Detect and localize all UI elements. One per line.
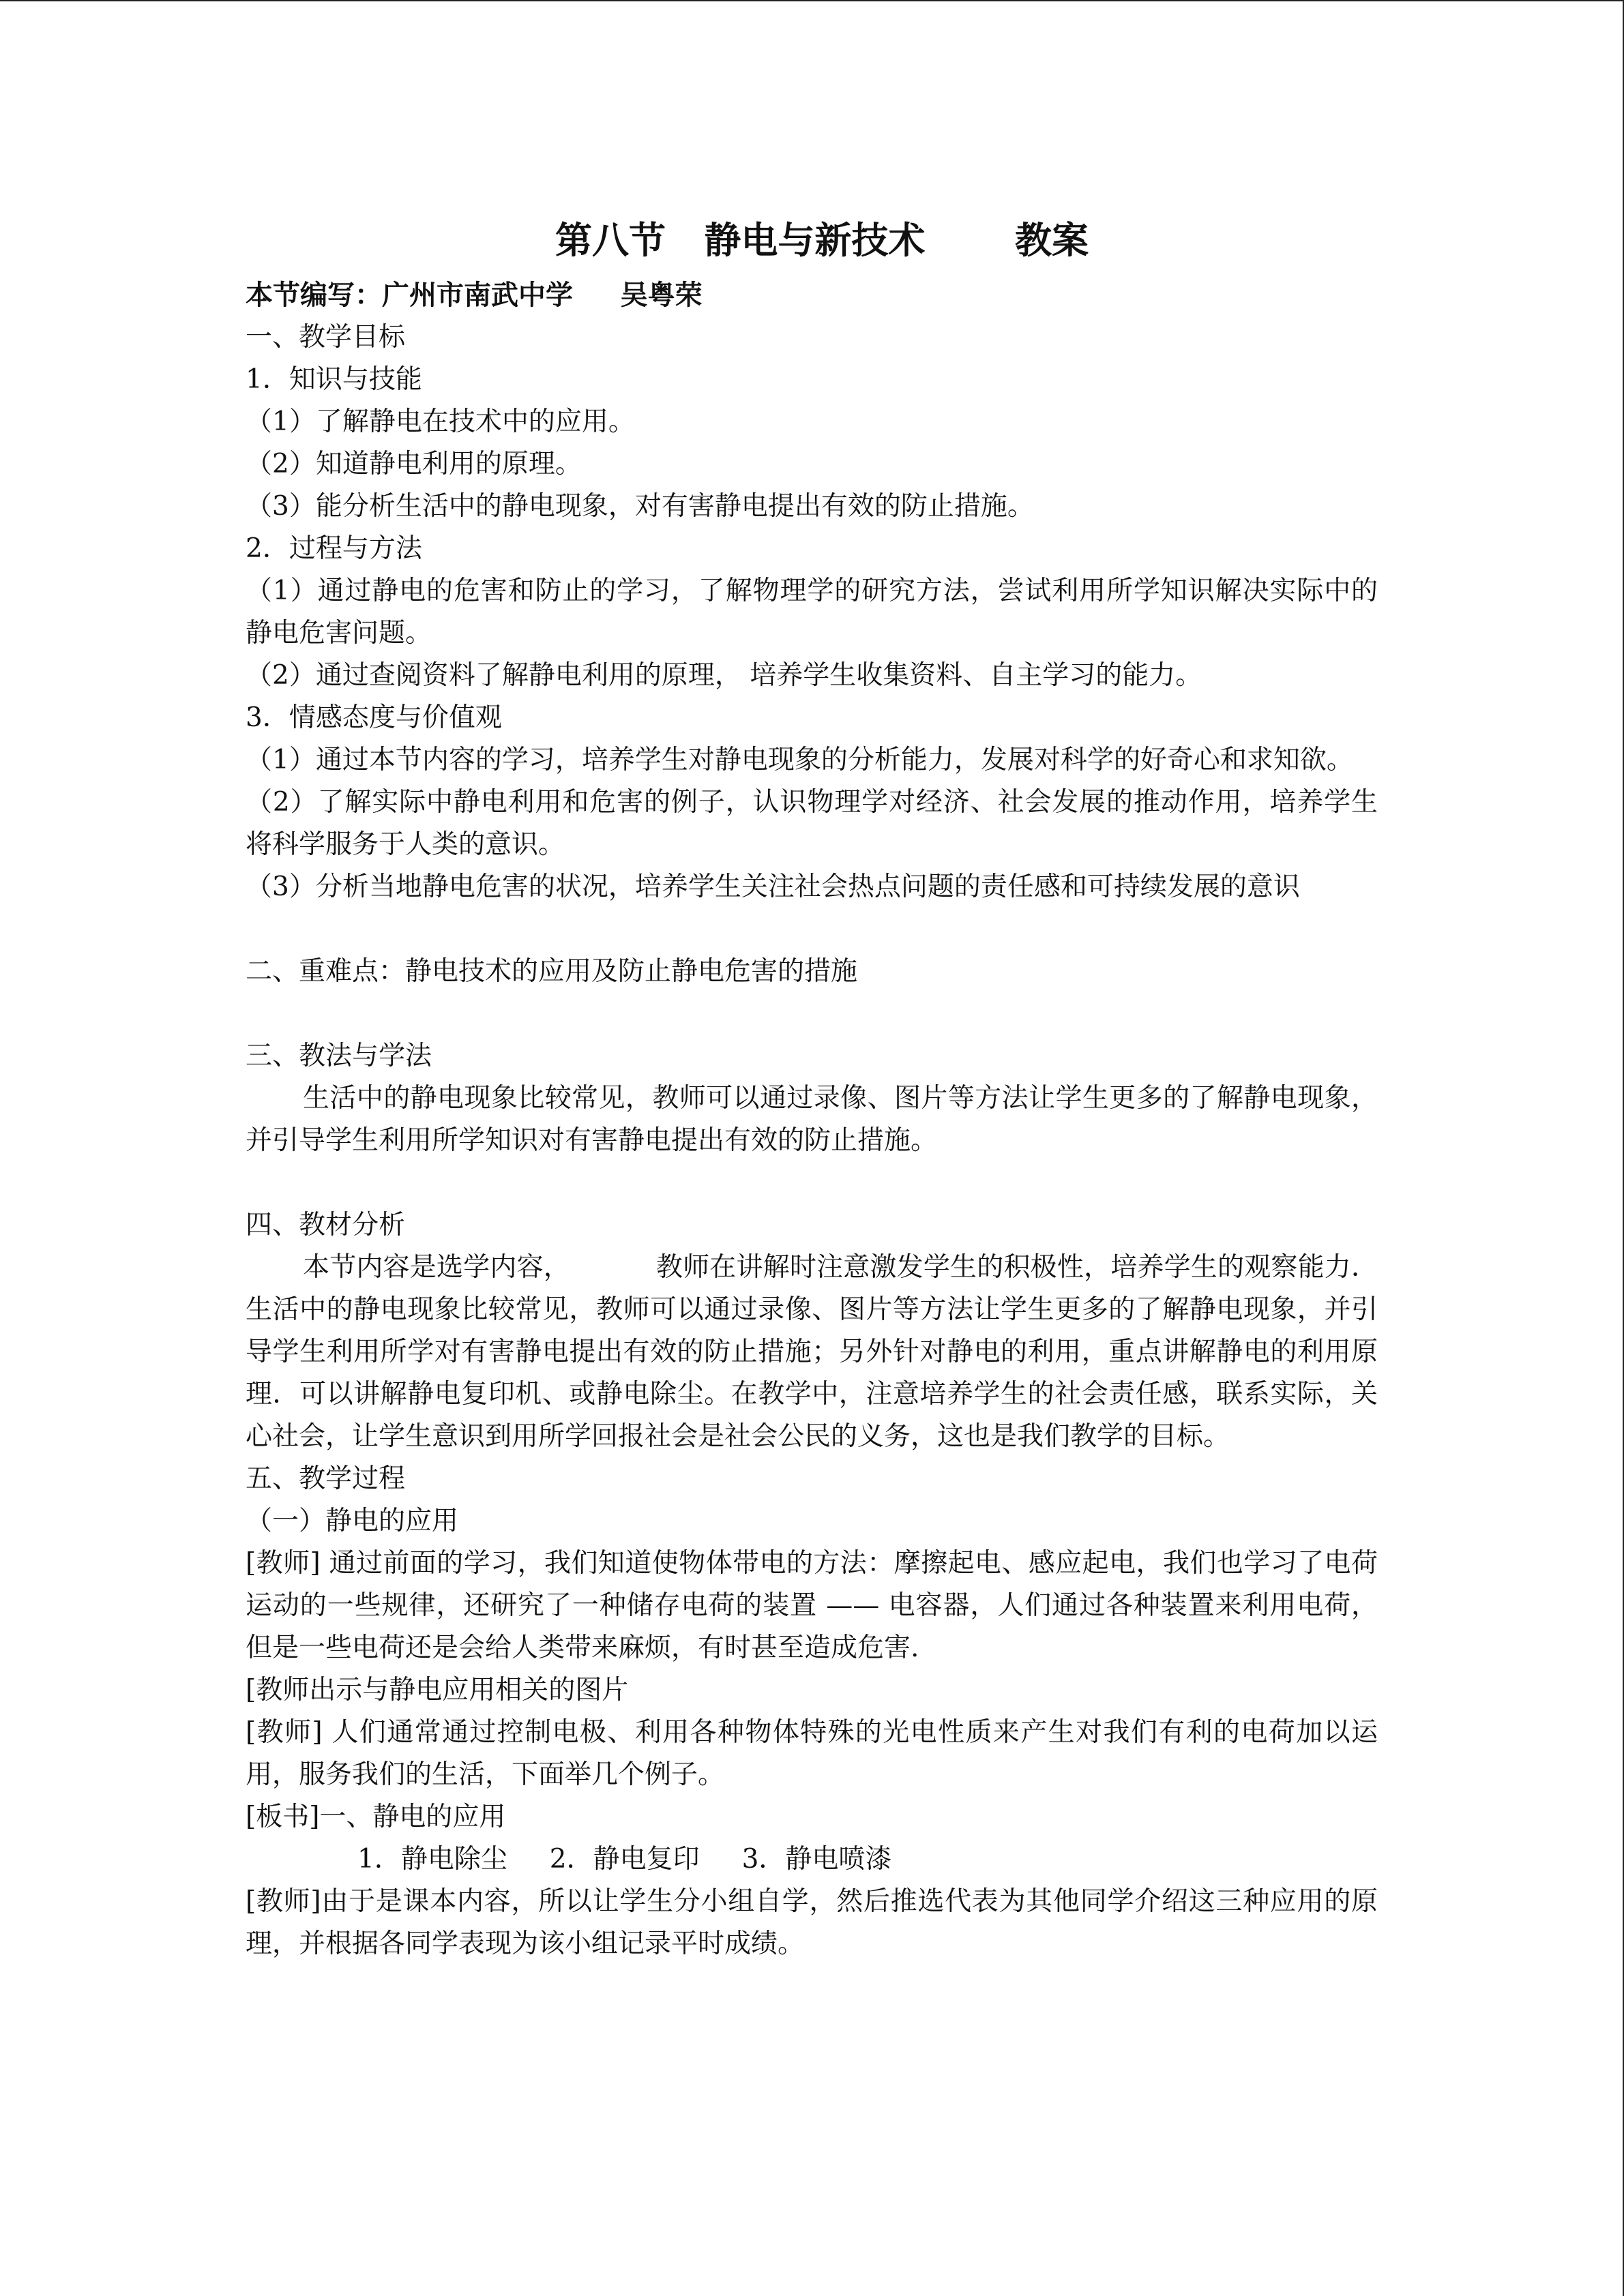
blackboard-items: 1．静电除尘 2．静电复印 3．静电喷漆 [357, 1844, 892, 1875]
list-item: （2）知道静电利用的原理。 [246, 449, 582, 479]
spacer [246, 908, 1378, 951]
teacher-note: [教师出示与静电应用相关的图片 [246, 1675, 629, 1705]
list-item: （3）分析当地静电危害的状况，培养学生关注社会热点问题的责任感和可持续发展的意识 [246, 871, 1300, 902]
document-title: 第八节 静电与新技术 教案 [555, 218, 1089, 262]
spacer [246, 993, 1378, 1035]
heading-material-analysis: 四、教材分析 [246, 1210, 406, 1240]
list-item: （3）能分析生活中的静电现象，对有害静电提出有效的防止措施。 [246, 491, 1034, 522]
heading-teaching-process: 五、教学过程 [246, 1463, 406, 1494]
blackboard-heading: [板书]一、静电的应用 [246, 1802, 506, 1832]
teacher-dialogue: [教师]由于是课本内容，所以让学生分小组自学，然后推选代表为其他同学介绍这三种应用的原理，并根据各同学表现为该小组记录平时成绩。 [246, 1886, 1378, 1959]
document-body [246, 213, 1378, 1965]
list-item: （2）了解实际中静电利用和危害的例子，认识物理学对经济、社会发展的推动作用，培养学生将科学服务于人类的意识。 [246, 787, 1378, 860]
heading-teaching-methods: 三、教法与学法 [246, 1041, 432, 1071]
list-item: （1）了解静电在技术中的应用。 [246, 406, 635, 437]
spacer [246, 1162, 1378, 1204]
author-line: 本节编写：广州市南武中学 吴粤荣 [246, 279, 703, 311]
heading-key-points: 二、重难点：静电技术的应用及防止静电危害的措施 [246, 956, 858, 987]
list-item: （2）通过查阅资料了解静电利用的原理， 培养学生收集资料、自主学习的能力。 [246, 660, 1202, 691]
subheading-emotion-values: 3．情感态度与价值观 [246, 702, 502, 733]
teacher-dialogue: [教师] 通过前面的学习，我们知道使物体带电的方法：摩擦起电、感应起电，我们也学习了电荷运动的一些规律，还研究了一种储存电荷的装置 —— 电容器，人们通过各种装置来利用电荷，但是一些电荷还是会给人类带来麻烦，有时甚至造成危害. [246, 1548, 1378, 1663]
teacher-dialogue: [教师] 人们通常通过控制电极、利用各种物体特殊的光电性质来产生对我们有利的电荷加以运用，服务我们的生活，下面举几个例子。 [246, 1717, 1378, 1790]
body-paragraph: 本节内容是选学内容， 教师在讲解时注意激发学生的积极性，培养学生的观察能力．生活中的静电现象比较常见，教师可以通过录像、图片等方法让学生更多的了解静电现象，并引导学生利用所学对有害静电提出有效的防止措施；另外针对静电的利用，重点讲解静电的利用原理．可以讲解静电复印机、或静电除尘。在教学中，注意培养学生的社会责任感，联系实际，关心社会，让学生意识到用所学回报社会是社会公民的义务，这也是我们教学的目标。 [246, 1252, 1378, 1452]
body-paragraph: 生活中的静电现象比较常见，教师可以通过录像、图片等方法让学生更多的了解静电现象，并引导学生利用所学知识对有害静电提出有效的防止措施。 [246, 1083, 1378, 1156]
heading-teaching-goals: 一、教学目标 [246, 322, 406, 353]
subheading-knowledge-skills: 1．知识与技能 [246, 364, 422, 395]
subheading-electrostatic-application: （一）静电的应用 [246, 1506, 459, 1536]
subheading-process-method: 2．过程与方法 [246, 533, 422, 564]
list-item: （1）通过静电的危害和防止的学习，了解物理学的研究方法，尝试利用所学知识解决实际中的静电危害问题。 [246, 576, 1378, 648]
list-item: （1）通过本节内容的学习，培养学生对静电现象的分析能力，发展对科学的好奇心和求知欲。 [246, 745, 1353, 775]
